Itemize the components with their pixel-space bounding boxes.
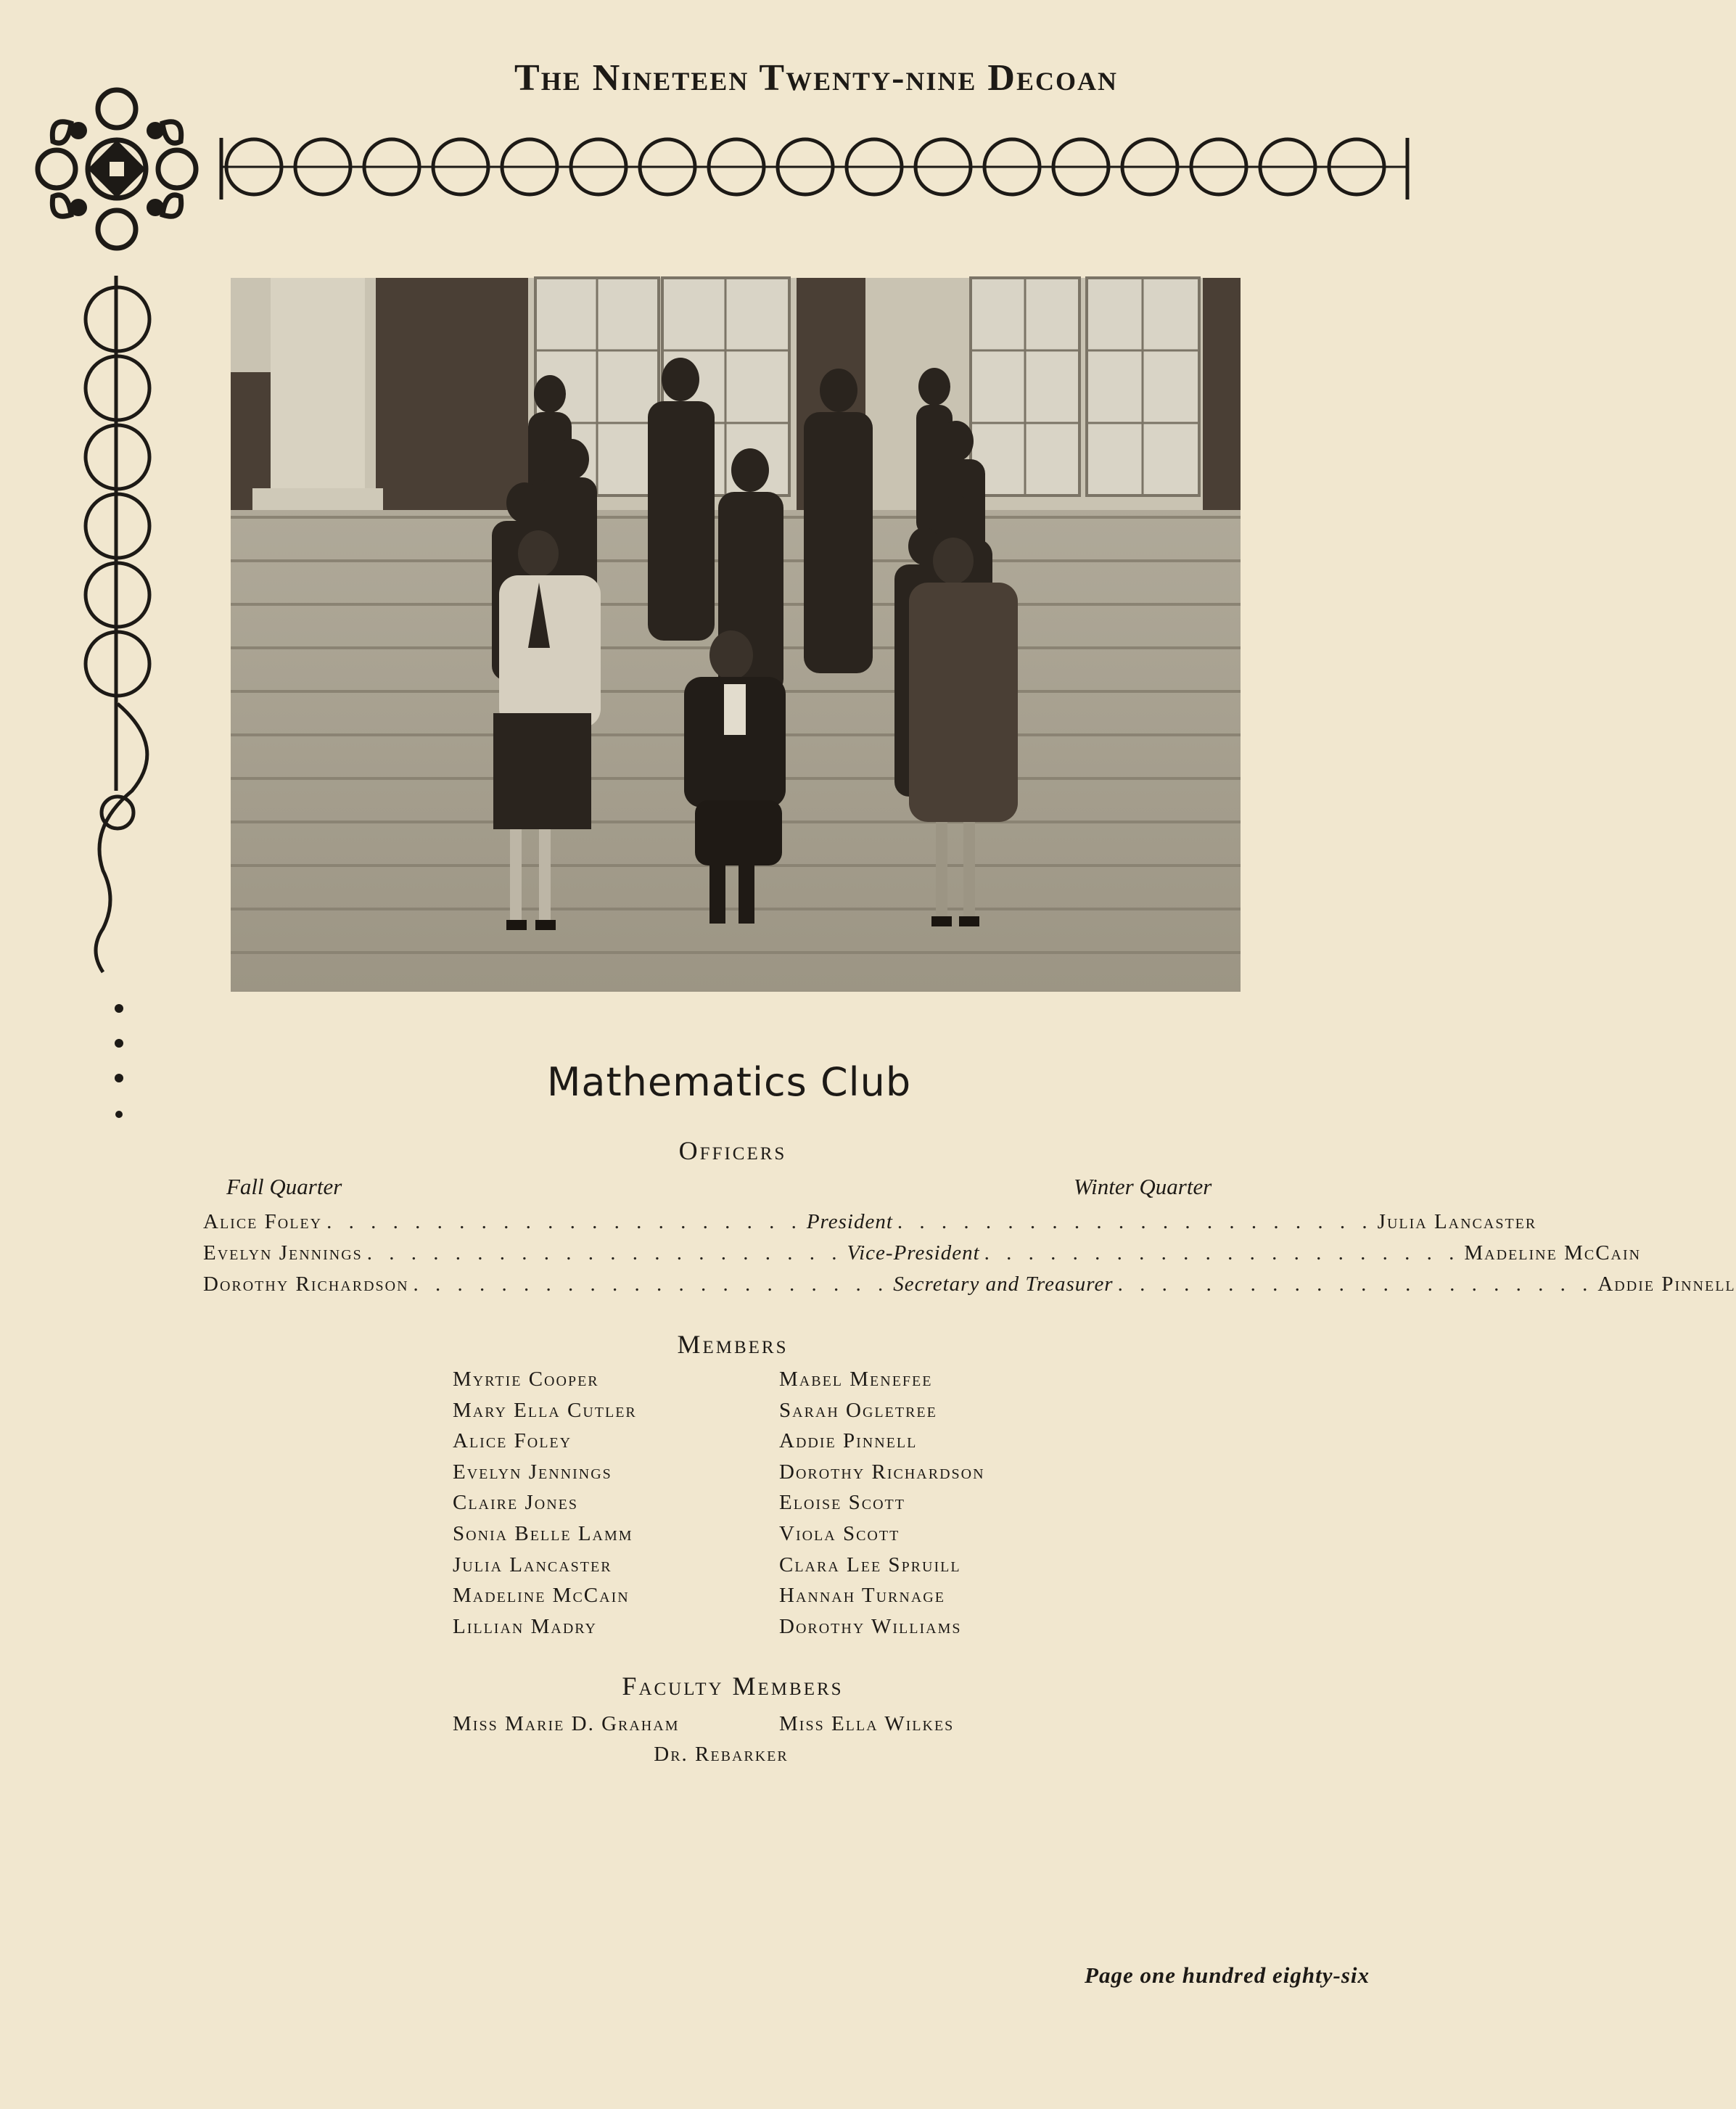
member-name: Myrtie Cooper [453, 1368, 599, 1391]
leader-dots: . . . . . . . . . . . . . . . . . . . . . . [1117, 1273, 1594, 1296]
member-name: Eloise Scott [779, 1491, 905, 1515]
member-name: Clara Lee Spruill [779, 1553, 961, 1576]
faculty-name: Dr. Rebarker [654, 1743, 789, 1766]
officer-row [203, 1273, 1736, 1304]
leader-dots: . . . . . . . . . . . . . . . . . . . . . . [326, 1210, 802, 1233]
running-head: The Nineteen Twenty-nine Decoan [514, 57, 1118, 99]
winter-officer: Julia Lancaster [1377, 1210, 1537, 1233]
officer-title: Secretary and Treasurer [893, 1273, 1114, 1296]
corner-ornament-icon [28, 80, 206, 258]
fall-officer: Evelyn Jennings [203, 1241, 363, 1265]
member-name: Lillian Madry [453, 1614, 597, 1638]
member-name: Addie Pinnell [779, 1429, 918, 1453]
fall-quarter-label: Fall Quarter [226, 1174, 342, 1199]
member-name: Evelyn Jennings [453, 1460, 612, 1484]
officers-table [203, 1210, 1736, 1304]
officers-heading: Officers [678, 1136, 787, 1165]
winter-officer: Madeline McCain [1464, 1241, 1642, 1265]
faculty-row [453, 1712, 1106, 1743]
leader-dots: . . . . . . . . . . . . . . . . . . . . . . [897, 1210, 1373, 1233]
fall-officer: Dorothy Richardson [203, 1273, 409, 1296]
officer-title: President [806, 1210, 893, 1233]
members-column-left [453, 1368, 779, 1645]
member-name: Claire Jones [453, 1491, 578, 1515]
members-column-right [779, 1368, 1106, 1645]
group-photo [231, 278, 1241, 992]
officer-row [203, 1241, 1642, 1273]
leader-dots: . . . . . . . . . . . . . . . . . . . . . . [984, 1241, 1460, 1265]
faculty-list [453, 1712, 1106, 1767]
officer-row [203, 1210, 1537, 1241]
winter-quarter-label: Winter Quarter [1074, 1174, 1212, 1199]
leader-dots: . . . . . . . . . . . . . . . . . . . . . . [413, 1273, 889, 1296]
leader-dots: . . . . . . . . . . . . . . . . . . . . . . [366, 1241, 843, 1265]
club-title: Mathematics Club [546, 1059, 912, 1105]
officer-title: Vice-President [847, 1241, 980, 1265]
members-list [453, 1368, 1106, 1645]
winter-officer: Addie Pinnell [1597, 1273, 1736, 1296]
member-name: Hannah Turnage [779, 1584, 945, 1608]
faculty-name: Miss Marie D. Graham [453, 1712, 680, 1735]
member-name: Alice Foley [453, 1429, 572, 1453]
fall-officer: Alice Foley [203, 1210, 323, 1233]
left-scroll-border [73, 268, 167, 994]
member-name: Dorothy Richardson [779, 1460, 985, 1484]
faculty-name: Miss Ella Wilkes [779, 1712, 955, 1735]
member-name: Sarah Ogletree [779, 1398, 937, 1422]
member-name: Madeline McCain [453, 1584, 630, 1608]
member-name: Mabel Menefee [779, 1368, 933, 1391]
member-name: Mary Ella Cutler [453, 1398, 637, 1422]
member-name: Viola Scott [779, 1521, 900, 1545]
faculty-heading: Faculty Members [622, 1672, 844, 1701]
member-name: Dorothy Williams [779, 1614, 962, 1638]
top-scroll-border [214, 123, 1415, 210]
members-heading: Members [677, 1330, 789, 1359]
member-name: Julia Lancaster [453, 1553, 612, 1576]
member-name: Sonia Belle Lamm [453, 1521, 633, 1545]
page-number: Page one hundred eighty-six [1085, 1962, 1370, 1988]
